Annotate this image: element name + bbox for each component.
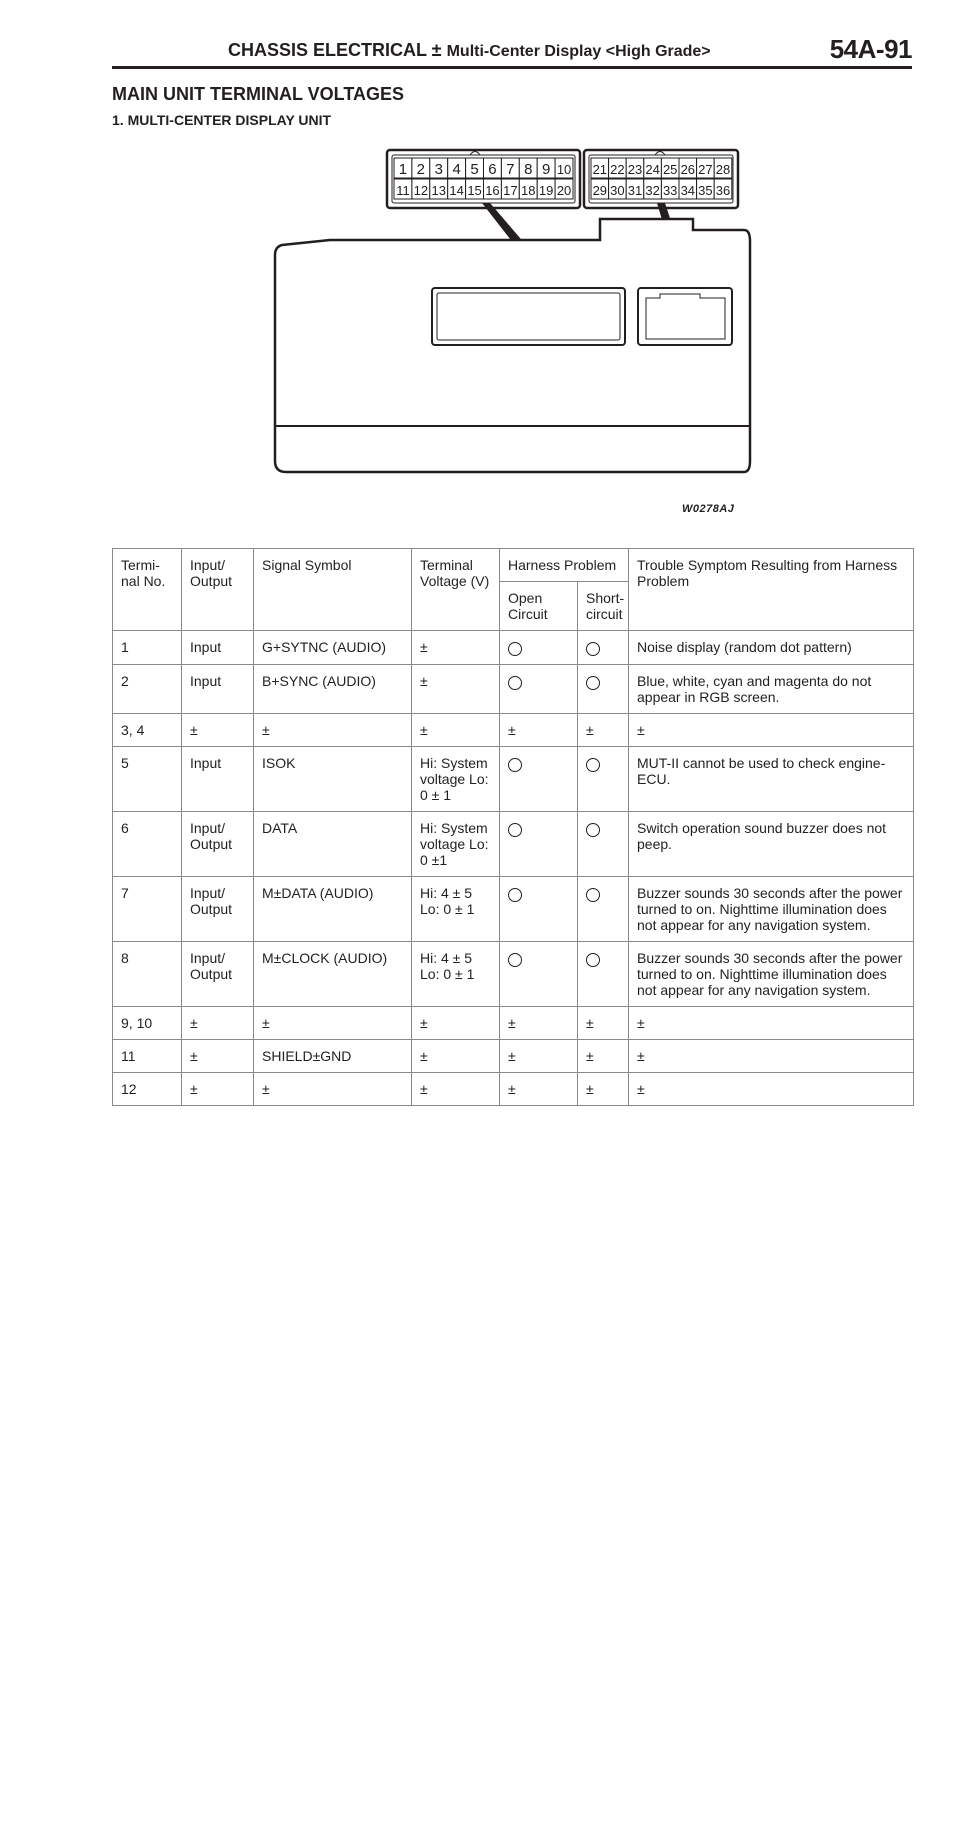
cell-voltage: Hi: 4 ± 5 Lo: 0 ± 1	[412, 941, 500, 1006]
cell-trouble: MUT-II cannot be used to check engine-ECU.	[629, 746, 914, 811]
pin-label: 25	[662, 162, 678, 177]
connector-left-bottom-pins	[394, 179, 573, 199]
cell-open	[500, 664, 578, 713]
pin-label: 32	[645, 183, 660, 198]
circle-mark-icon	[508, 953, 522, 967]
circle-mark-icon	[508, 758, 522, 772]
pin-label: 23	[627, 162, 643, 177]
cell-short	[578, 811, 629, 876]
cell-no: 11	[113, 1039, 182, 1072]
connector-right-top-pins	[591, 158, 732, 178]
cell-signal: ±	[254, 1072, 412, 1105]
pin-label: 27	[698, 162, 713, 177]
connector-left-top-pins	[394, 158, 573, 178]
pin-label: 5	[470, 161, 479, 178]
pin-label: 6	[488, 161, 497, 178]
cell-voltage: ±	[412, 631, 500, 665]
pin-label: 11	[396, 183, 410, 198]
cell-trouble: ±	[629, 1006, 914, 1039]
table-header-row	[113, 549, 914, 582]
cell-open: ±	[500, 1039, 578, 1072]
header-open: Open Circuit	[500, 582, 578, 631]
pin-label: 35	[698, 183, 713, 198]
circle-mark-icon	[586, 758, 600, 772]
cell-voltage: ±	[412, 713, 500, 746]
subsection-title: 1. MULTI-CENTER DISPLAY UNIT	[112, 112, 332, 128]
terminal-voltage-table	[112, 548, 914, 1106]
pin-label: 2	[416, 161, 426, 178]
cell-short: ±	[578, 1039, 629, 1072]
header-title-sub: Multi-Center Display <High Grade>	[446, 43, 711, 60]
header-short: Short- circuit	[578, 582, 629, 631]
circle-mark-icon	[586, 888, 600, 902]
cell-signal: M±DATA (AUDIO)	[254, 876, 412, 941]
pin-label: 34	[680, 183, 696, 198]
cell-voltage: Hi: 4 ± 5 Lo: 0 ± 1	[412, 876, 500, 941]
pin-label: 21	[592, 162, 608, 177]
socket-right	[638, 288, 732, 345]
pin-label: 29	[592, 183, 608, 198]
cell-voltage: ±	[412, 1039, 500, 1072]
pin-label: 18	[521, 183, 536, 198]
cell-io: Input	[182, 746, 254, 811]
cell-no: 8	[113, 941, 182, 1006]
cell-io: ±	[182, 713, 254, 746]
page-number: 54A-91	[829, 34, 912, 64]
table-row	[113, 941, 914, 1006]
cell-voltage: Hi: System voltage Lo: 0 ±1	[412, 811, 500, 876]
cell-signal: G+SYTNC (AUDIO)	[254, 631, 412, 665]
pin-label: 17	[503, 183, 518, 198]
table-row	[113, 811, 914, 876]
header-voltage: Terminal Voltage (V)	[412, 549, 500, 631]
cell-trouble: Switch operation sound buzzer does not peep.	[629, 811, 914, 876]
header-terminal-no: Termi- nal No.	[113, 549, 182, 631]
cell-signal: ±	[254, 713, 412, 746]
table-row	[113, 1039, 914, 1072]
cell-no: 9, 10	[113, 1006, 182, 1039]
cell-no: 1	[113, 631, 182, 665]
cell-trouble: Buzzer sounds 30 seconds after the power turned to on. Nighttime illumination does not appear for any navigation system.	[629, 876, 914, 941]
pin-label: 14	[449, 183, 464, 198]
table-row	[113, 876, 914, 941]
cell-open: ±	[500, 1072, 578, 1105]
cell-open	[500, 941, 578, 1006]
cell-short	[578, 631, 629, 665]
pin-label: 22	[610, 162, 625, 177]
cell-io: Input/ Output	[182, 941, 254, 1006]
cell-short	[578, 941, 629, 1006]
cell-open	[500, 746, 578, 811]
cell-no: 2	[113, 664, 182, 713]
cell-short	[578, 664, 629, 713]
table-row	[113, 664, 914, 713]
pin-label: 20	[556, 183, 572, 198]
table-row	[113, 746, 914, 811]
circle-mark-icon	[508, 642, 522, 656]
cell-open	[500, 631, 578, 665]
pin-label: 9	[541, 161, 551, 178]
cell-open	[500, 876, 578, 941]
cell-short	[578, 746, 629, 811]
table-row	[113, 1006, 914, 1039]
cell-signal: SHIELD±GND	[254, 1039, 412, 1072]
cell-voltage: Hi: System voltage Lo: 0 ± 1	[412, 746, 500, 811]
table-row	[113, 713, 914, 746]
cell-open: ±	[500, 1006, 578, 1039]
pin-label: 19	[538, 183, 554, 198]
cell-signal: DATA	[254, 811, 412, 876]
table-row	[113, 631, 914, 665]
cell-trouble: Noise display (random dot pattern)	[629, 631, 914, 665]
cell-io: Input/ Output	[182, 876, 254, 941]
cell-short: ±	[578, 1072, 629, 1105]
cell-voltage: ±	[412, 1072, 500, 1105]
pin-label: 33	[662, 183, 678, 198]
header-trouble: Trouble Symptom Resulting from Harness Problem	[629, 549, 914, 631]
pin-label: 30	[610, 183, 625, 198]
pin-label: 16	[485, 183, 500, 198]
header-harness-problem: Harness Problem	[500, 549, 629, 582]
cell-io: ±	[182, 1039, 254, 1072]
pin-label: 24	[645, 162, 660, 177]
header-io: Input/ Output	[182, 549, 254, 631]
cell-signal: M±CLOCK (AUDIO)	[254, 941, 412, 1006]
cell-signal: ISOK	[254, 746, 412, 811]
pin-label: 10	[556, 162, 572, 177]
socket-left	[432, 288, 625, 345]
cell-trouble: Buzzer sounds 30 seconds after the power turned to on. Nighttime illumination does not appear for any navigation system.	[629, 941, 914, 1006]
pin-label: 8	[524, 161, 533, 178]
cell-short: ±	[578, 713, 629, 746]
page-header	[112, 30, 912, 70]
cell-signal: B+SYNC (AUDIO)	[254, 664, 412, 713]
cell-short: ±	[578, 1006, 629, 1039]
header-title-main: CHASSIS ELECTRICAL ±	[228, 40, 442, 60]
cell-no: 7	[113, 876, 182, 941]
circle-mark-icon	[508, 888, 522, 902]
cell-no: 6	[113, 811, 182, 876]
table-body	[113, 631, 914, 1106]
connector-right-bottom-pins	[591, 179, 732, 199]
cell-io: ±	[182, 1006, 254, 1039]
circle-mark-icon	[508, 676, 522, 690]
cell-trouble: ±	[629, 713, 914, 746]
cell-signal: ±	[254, 1006, 412, 1039]
pin-label: 3	[434, 161, 443, 178]
section-title: MAIN UNIT TERMINAL VOLTAGES	[112, 84, 404, 104]
header-title	[228, 40, 711, 61]
pin-label: 13	[431, 183, 446, 198]
cell-open: ±	[500, 713, 578, 746]
cell-voltage: ±	[412, 664, 500, 713]
header-signal: Signal Symbol	[254, 549, 412, 631]
cell-io: Input	[182, 631, 254, 665]
cell-no: 5	[113, 746, 182, 811]
pin-label: 36	[715, 183, 731, 198]
figure-code: W0278AJ	[682, 503, 735, 515]
cell-io: Input/ Output	[182, 811, 254, 876]
cell-voltage: ±	[412, 1006, 500, 1039]
circle-mark-icon	[586, 953, 600, 967]
pin-label: 7	[506, 161, 515, 178]
cell-no: 12	[113, 1072, 182, 1105]
circle-mark-icon	[586, 823, 600, 837]
cell-io: Input	[182, 664, 254, 713]
pin-label: 12	[413, 183, 429, 198]
header-rule	[112, 66, 912, 69]
pin-label: 28	[715, 162, 731, 177]
cell-short	[578, 876, 629, 941]
pin-label: 31	[627, 183, 643, 198]
pin-label: 1	[398, 161, 408, 178]
circle-mark-icon	[586, 676, 600, 690]
cell-no: 3, 4	[113, 713, 182, 746]
cell-io: ±	[182, 1072, 254, 1105]
unit-illustration	[260, 145, 760, 525]
circle-mark-icon	[508, 823, 522, 837]
pin-label: 26	[680, 162, 696, 177]
cell-trouble: ±	[629, 1072, 914, 1105]
pin-label: 15	[467, 183, 482, 198]
pin-label: 4	[452, 161, 461, 178]
cell-trouble: ±	[629, 1039, 914, 1072]
cell-trouble: Blue, white, cyan and magenta do not appear in RGB screen.	[629, 664, 914, 713]
table-row	[113, 1072, 914, 1105]
circle-mark-icon	[586, 642, 600, 656]
cell-open	[500, 811, 578, 876]
